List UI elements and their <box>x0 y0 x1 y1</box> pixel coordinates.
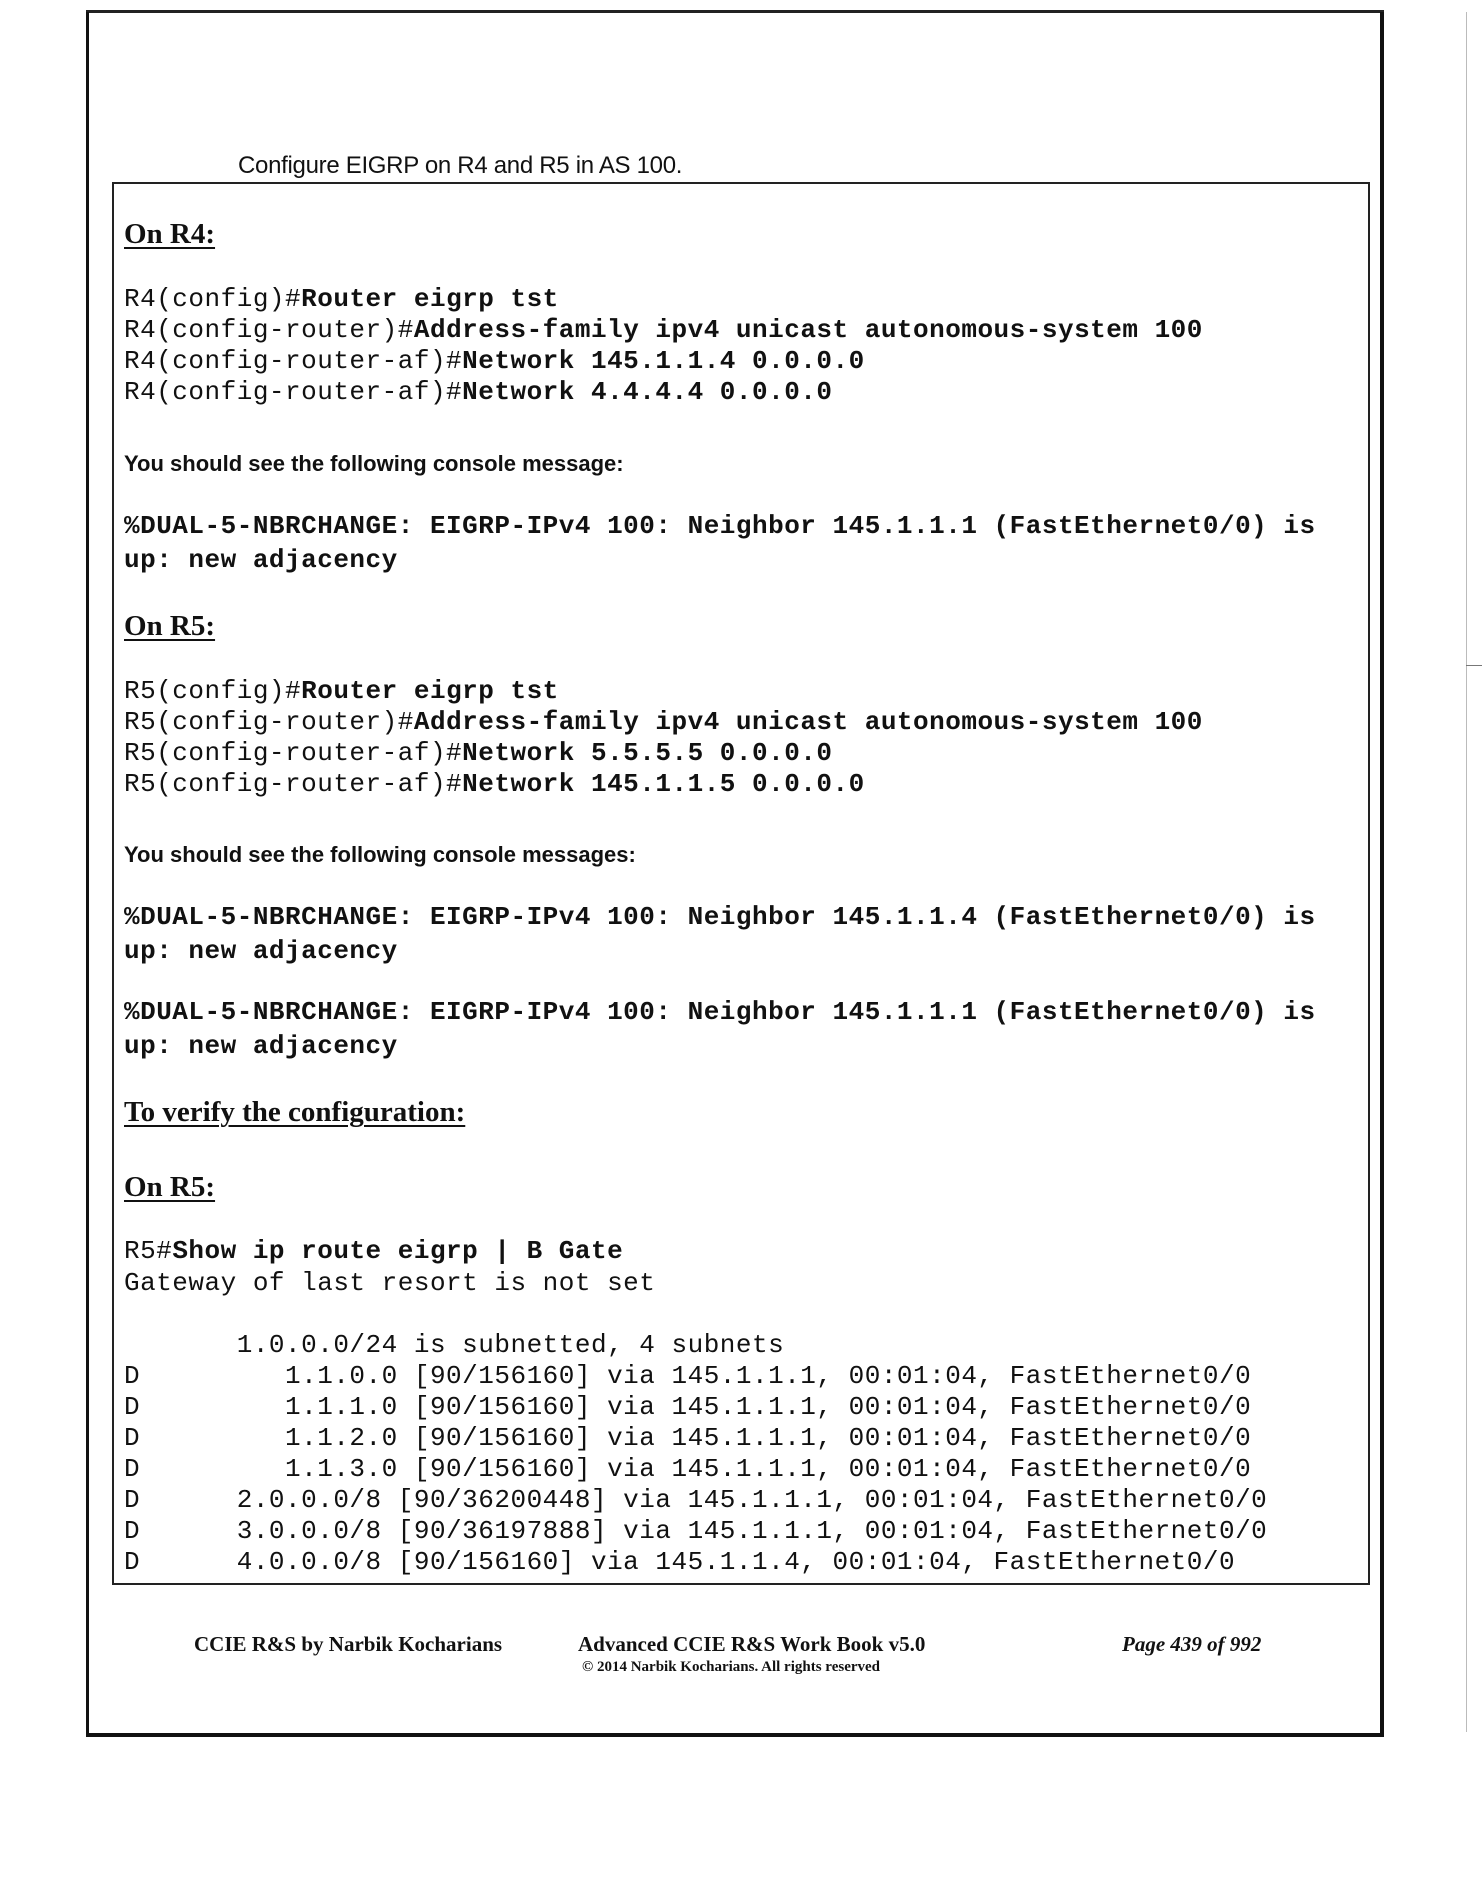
r4-command-line <box>124 377 833 407</box>
cli-command: Router eigrp tst <box>301 284 559 314</box>
show-command-line <box>124 1236 623 1266</box>
r4-console-message <box>124 511 1316 541</box>
cli-prompt: R4(config)# <box>124 284 302 314</box>
console-line: %DUAL-5-NBRCHANGE: EIGRP-IPv4 100: Neighbor 145.1.1.4 (FastEthernet0/0) is <box>124 902 1316 932</box>
cli-prompt: R5(config)# <box>124 676 302 706</box>
r5-console-message-2-cont <box>124 1031 398 1061</box>
r5-note: You should see the following console messages: <box>124 842 636 867</box>
r5-command-line <box>124 769 865 799</box>
cli-prompt: R4(config-router-af)# <box>124 377 463 407</box>
r4-command-line <box>124 284 559 314</box>
r4-command-line <box>124 315 1203 345</box>
route-output-line: Gateway of last resort is not set <box>124 1268 656 1298</box>
intro-text: Configure EIGRP on R4 and R5 in AS 100. <box>238 152 683 179</box>
console-line: up: new adjacency <box>124 545 398 575</box>
r5-command-line <box>124 707 1203 737</box>
route-output-line: D 1.1.2.0 [90/156160] via 145.1.1.1, 00:01:04, FastEthernet0/0 <box>124 1423 1252 1453</box>
cli-command: Address-family ipv4 unicast autonomous-system 100 <box>413 315 1203 345</box>
footer-copyright: © 2014 Narbik Kocharians. All rights reserved <box>582 1659 881 1675</box>
route-output-line: D 4.0.0.0/8 [90/156160] via 145.1.1.4, 00:01:04, FastEthernet0/0 <box>124 1547 1236 1577</box>
cli-command: Network 145.1.1.5 0.0.0.0 <box>462 769 865 799</box>
r5-heading: On R5: <box>124 610 216 642</box>
r5-command-line <box>124 676 559 706</box>
cli-command: Show ip route eigrp | B Gate <box>172 1236 624 1266</box>
r4-heading: On R4: <box>124 218 216 250</box>
cli-prompt: R5# <box>124 1236 173 1266</box>
cli-command: Network 5.5.5.5 0.0.0.0 <box>462 738 833 768</box>
r4-console-message-cont <box>124 545 398 575</box>
r5-console-message-2 <box>124 997 1316 1027</box>
footer-book-title: Advanced CCIE R&S Work Book v5.0 <box>578 1632 926 1656</box>
route-output-line: D 1.1.3.0 [90/156160] via 145.1.1.1, 00:01:04, FastEthernet0/0 <box>124 1454 1252 1484</box>
cli-prompt: R5(config-router-af)# <box>124 738 463 768</box>
verify-r5-heading: On R5: <box>124 1171 216 1203</box>
cli-prompt: R4(config-router-af)# <box>124 346 463 376</box>
verify-heading: To verify the configuration: <box>124 1096 466 1128</box>
r5-console-message-1 <box>124 902 1316 932</box>
console-line: up: new adjacency <box>124 936 398 966</box>
route-output-line: D 3.0.0.0/8 [90/36197888] via 145.1.1.1, 00:01:04, FastEthernet0/0 <box>124 1516 1268 1546</box>
cli-prompt: R5(config-router-af)# <box>124 769 463 799</box>
r5-console-message-1-cont <box>124 936 398 966</box>
r4-command-line <box>124 346 865 376</box>
cli-command: Network 145.1.1.4 0.0.0.0 <box>462 346 865 376</box>
route-output-line: D 2.0.0.0/8 [90/36200448] via 145.1.1.1, 00:01:04, FastEthernet0/0 <box>124 1485 1268 1515</box>
scan-edge-mark <box>1466 12 1467 1732</box>
console-line: up: new adjacency <box>124 1031 398 1061</box>
console-line: %DUAL-5-NBRCHANGE: EIGRP-IPv4 100: Neighbor 145.1.1.1 (FastEthernet0/0) is <box>124 997 1316 1027</box>
cli-command: Router eigrp tst <box>301 676 559 706</box>
cli-command: Network 4.4.4.4 0.0.0.0 <box>462 377 833 407</box>
scan-edge-tick <box>1466 665 1482 666</box>
route-output-line: 1.0.0.0/24 is subnetted, 4 subnets <box>124 1330 785 1360</box>
r5-command-line <box>124 738 833 768</box>
cli-prompt: R5(config-router)# <box>124 707 414 737</box>
footer-author: CCIE R&S by Narbik Kocharians <box>194 1632 503 1656</box>
cli-prompt: R4(config-router)# <box>124 315 414 345</box>
route-output-line: D 1.1.0.0 [90/156160] via 145.1.1.1, 00:01:04, FastEthernet0/0 <box>124 1361 1252 1391</box>
r4-note: You should see the following console message: <box>124 451 624 476</box>
cli-command: Address-family ipv4 unicast autonomous-system 100 <box>413 707 1203 737</box>
route-output-line: D 1.1.1.0 [90/156160] via 145.1.1.1, 00:01:04, FastEthernet0/0 <box>124 1392 1252 1422</box>
console-line: %DUAL-5-NBRCHANGE: EIGRP-IPv4 100: Neighbor 145.1.1.1 (FastEthernet0/0) is <box>124 511 1316 541</box>
footer-page-number: Page 439 of 992 <box>1122 1632 1262 1656</box>
